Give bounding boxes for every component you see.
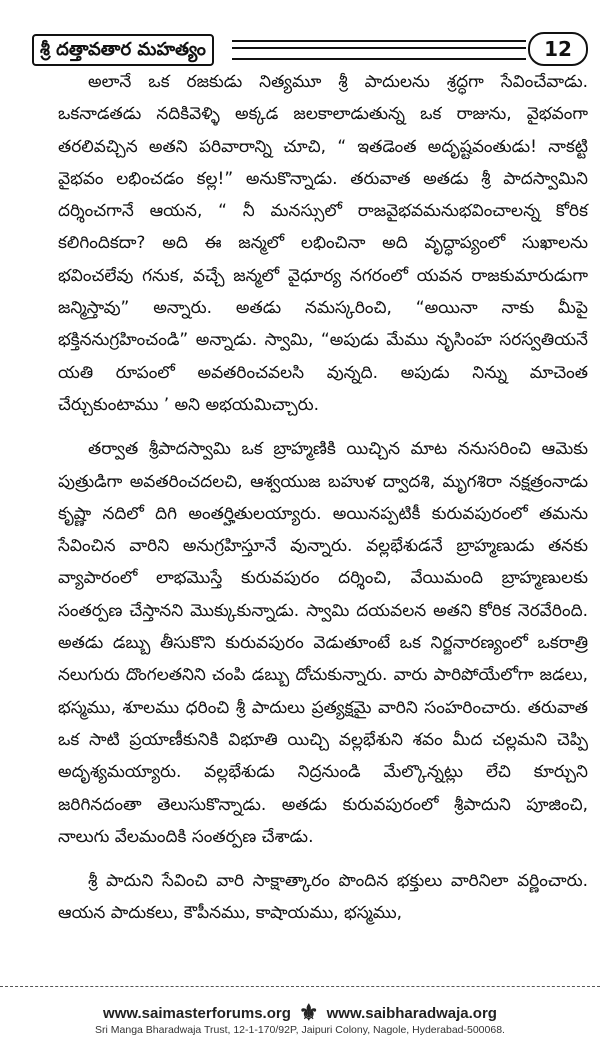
- trust-address: Sri Manga Bharadwaja Trust, 12-1-170/92P, Jaipuri Colony, Nagole, Hyderabad-500068.: [95, 1024, 505, 1036]
- page-header: [32, 32, 588, 66]
- header-decorative-rules: [232, 40, 526, 60]
- footer-divider: [0, 986, 600, 987]
- page-footer: [0, 1000, 600, 1036]
- book-title: శ్రీ దత్తావతార మహత్యం: [32, 34, 214, 66]
- paragraph: అలానే ఒక రజకుడు నిత్యమూ శ్రీ పాదులను శ్రద్ధగా సేవించేవాడు. ఒకనాడతడు నదికివెళ్ళి అక్కడ జలకాలాడుతున్న ఒక రాజును, వైభవంగా తరలివచ్చిన అతని పరివారాన్ని చూచి, “ ఇతడెంత అదృష్టవంతుడు! నాకట్టి వైభవం లభించడం కల్ల!” అనుకొన్నాడు. తరువాత అతడు శ్రీ పాదస్వామిని దర్శించగానే ఆయన, “ నీ మనస్సులో రాజవైభవమనుభవించాలన్న కోరిక కలిగిందికదా? అది ఈ జన్మలో లభించినా అది వృద్ధాప్యంలో సుఖాలను భవించలేవు గనుక, వచ్చే జన్మలో వైధూర్య నగరంలో యవన రాజకుమారుడుగా జన్మిస్తావు” అన్నారు. అతడు నమస్కరించి, “అయినా నాకు మీపై భక్తిననుగ్రహించండి” అన్నాడు. స్వామి, “అపుడు మేము నృసింహ సరస్వతియనే యతి రూపంలో అవతరించవలసి వున్నది. అపుడు నిన్ను మాచెంత చేర్చుకుంటాము ’ అని అభయమిచ్చారు.: [58, 72, 588, 415]
- footer-links: [0, 1000, 600, 1025]
- site-link-saibharadwaja[interactable]: www.saibharadwaja.org: [326, 1004, 497, 1022]
- paragraph: తర్వాత శ్రీపాదస్వామి ఒక బ్రాహ్మణికి యిచ్చిన మాట ననుసరించి ఆమెకు పుత్రుడిగా అవతరించదలచి, ఆశ్వయుజ బహుళ ద్వాదశి, మృగశిరా నక్షత్రంనాడు కృష్ణా నదిలో దిగి అంతర్హితులయ్యారు. అయినప్పటికీ కురువపురంలో తమను సేవించిన వారిని అనుగ్రహిస్తూనే వున్నారు. వల్లభేశుడనే బ్రాహ్మణుడు తనకు వ్యాపారంలో లాభమొస్తే కురువపురం దర్శించి, వేయిమంది బ్రాహ్మణులకు సంతర్పణ చేస్తానని మొక్కుకున్నాడు. స్వామి దయవలన అతని కోరిక నెరవేరింది. అతడు డబ్బు తీసుకొని కురువపురం వెడుతూంటే ఒక నిర్జనారణ్యంలో ఒకరాత్రి నలుగురు దొంగలతనిని చంపి డబ్బు దోచుకున్నారు. వారు పారిపోయేలోగా జడలు, భస్మము, శూలము ధరించి శ్రీ పాదులు ప్రత్యక్షమై వారిని సంహరించారు. తరువాత ఒక సాటి ప్రయాణీకునికి విభూతి యిచ్చి వల్లభేశుని శవం మీద చల్లమని చెప్పి అదృశ్యమయ్యారు. వల్లభేశుడు నిద్రనుండి మేల్కొన్నట్లు లేచి కూర్చుని జరిగినదంతా తెలుసుకొన్నాడు. అతడు కురువపురంలో శ్రీపాదుని పూజించి, నాలుగు వేలమందికి సంతర్పణ చేశాడు.: [58, 439, 588, 847]
- fleur-de-lis-icon: ⚜: [298, 1000, 319, 1025]
- site-link-saimasterforums[interactable]: www.saimasterforums.org: [103, 1004, 291, 1022]
- main-text: [58, 66, 588, 942]
- paragraph: శ్రీ పాదుని సేవించి వారి సాక్షాత్కారం పొందిన భక్తులు వారినిలా వర్ణించారు. ఆయన పాదుకలు, కౌపీనము, కాషాయము, భస్మము,: [58, 871, 588, 924]
- page-number: 12: [528, 32, 588, 66]
